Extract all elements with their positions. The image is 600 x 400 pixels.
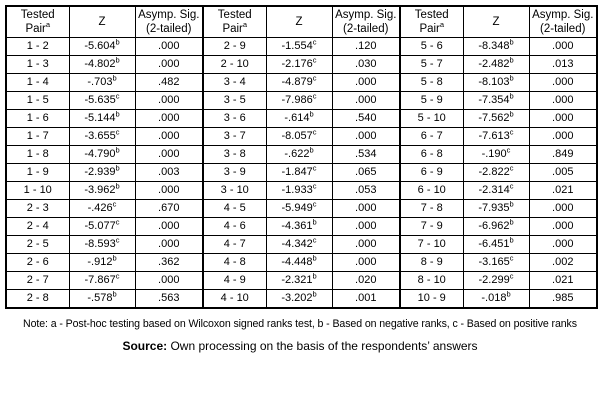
sig-cell: .120 bbox=[332, 38, 400, 56]
pair-cell: 3 - 5 bbox=[203, 92, 266, 110]
z-superscript: b bbox=[312, 253, 317, 263]
z-value: -.578 bbox=[87, 292, 113, 304]
z-cell bbox=[266, 92, 332, 110]
table-row bbox=[6, 236, 597, 254]
z-superscript: b bbox=[112, 253, 117, 263]
header-asymp-sig-1 bbox=[135, 6, 203, 38]
source-line bbox=[0, 339, 600, 353]
z-cell bbox=[463, 146, 529, 164]
pair-cell: 1 - 9 bbox=[6, 164, 69, 182]
z-value: -.614 bbox=[284, 112, 310, 124]
z-value: -4.361 bbox=[281, 220, 313, 232]
sig-cell: .002 bbox=[529, 254, 597, 272]
sig-cell: .021 bbox=[529, 182, 597, 200]
header-asymp-sig-3 bbox=[529, 6, 597, 38]
z-superscript: c bbox=[112, 199, 117, 209]
z-superscript: b bbox=[312, 217, 317, 227]
z-superscript: c bbox=[115, 127, 120, 137]
header-pair-line1: Tested bbox=[20, 9, 55, 21]
z-cell bbox=[69, 92, 135, 110]
z-cell bbox=[463, 164, 529, 182]
z-cell bbox=[463, 200, 529, 218]
sig-cell: .000 bbox=[332, 128, 400, 146]
z-value: -1.847 bbox=[281, 166, 313, 178]
z-cell bbox=[69, 272, 135, 290]
z-superscript: b bbox=[309, 145, 314, 155]
sig-cell: .563 bbox=[135, 290, 203, 309]
z-value: -.703 bbox=[87, 76, 113, 88]
table-row bbox=[6, 74, 597, 92]
z-value: -5.144 bbox=[84, 112, 116, 124]
sig-cell: .000 bbox=[529, 218, 597, 236]
pair-cell: 2 - 8 bbox=[6, 290, 69, 309]
z-superscript: c bbox=[509, 271, 514, 281]
z-cell bbox=[69, 290, 135, 309]
sig-cell: .020 bbox=[332, 272, 400, 290]
sig-cell: .000 bbox=[135, 56, 203, 74]
z-cell bbox=[69, 38, 135, 56]
pair-cell: 2 - 4 bbox=[6, 218, 69, 236]
z-cell bbox=[266, 200, 332, 218]
z-cell bbox=[266, 74, 332, 92]
z-value: -7.867 bbox=[84, 274, 116, 286]
z-value: -7.613 bbox=[478, 130, 510, 142]
z-superscript: c bbox=[115, 271, 120, 281]
pair-cell: 2 - 7 bbox=[6, 272, 69, 290]
z-superscript: b bbox=[509, 37, 514, 47]
z-cell bbox=[463, 236, 529, 254]
z-value: -8.057 bbox=[281, 130, 313, 142]
header-tested-pair-3 bbox=[400, 6, 463, 38]
z-value: -2.482 bbox=[478, 58, 510, 70]
table-header bbox=[6, 6, 597, 38]
wilcoxon-results-table bbox=[5, 5, 598, 309]
sig-cell: .985 bbox=[529, 290, 597, 309]
z-cell bbox=[463, 290, 529, 309]
results-table-body bbox=[6, 38, 597, 309]
z-superscript: c bbox=[115, 217, 120, 227]
header-sig-line1: Asymp. Sig. bbox=[532, 9, 594, 21]
z-value: -.912 bbox=[87, 256, 113, 268]
z-cell bbox=[463, 92, 529, 110]
pair-cell: 6 - 7 bbox=[400, 128, 463, 146]
table-row bbox=[6, 92, 597, 110]
header-tested-pair-2 bbox=[203, 6, 266, 38]
pair-cell: 7 - 10 bbox=[400, 236, 463, 254]
sig-cell: .000 bbox=[135, 146, 203, 164]
z-value: -6.451 bbox=[478, 238, 510, 250]
pair-cell: 1 - 8 bbox=[6, 146, 69, 164]
sig-cell: .000 bbox=[529, 110, 597, 128]
pair-cell: 6 - 10 bbox=[400, 182, 463, 200]
z-cell bbox=[463, 182, 529, 200]
sig-cell: .000 bbox=[135, 38, 203, 56]
pair-cell: 5 - 10 bbox=[400, 110, 463, 128]
z-value: -8.593 bbox=[84, 238, 116, 250]
pair-cell: 4 - 8 bbox=[203, 254, 266, 272]
header-tested-pair-1 bbox=[6, 6, 69, 38]
z-value: -5.604 bbox=[84, 40, 116, 52]
z-superscript: b bbox=[509, 109, 514, 119]
sig-cell: .053 bbox=[332, 182, 400, 200]
header-asymp-sig-2 bbox=[332, 6, 400, 38]
z-cell bbox=[266, 38, 332, 56]
sig-cell: .000 bbox=[135, 128, 203, 146]
z-value: -3.962 bbox=[84, 184, 116, 196]
table-row bbox=[6, 164, 597, 182]
pair-cell: 2 - 6 bbox=[6, 254, 69, 272]
pair-cell: 5 - 9 bbox=[400, 92, 463, 110]
header-sig-line1: Asymp. Sig. bbox=[138, 9, 200, 21]
pair-cell: 1 - 7 bbox=[6, 128, 69, 146]
z-value: -2.176 bbox=[281, 58, 313, 70]
pair-cell: 1 - 4 bbox=[6, 74, 69, 92]
pair-cell: 2 - 9 bbox=[203, 38, 266, 56]
z-superscript: b bbox=[509, 73, 514, 83]
z-value: -4.790 bbox=[84, 148, 116, 160]
z-value: -2.314 bbox=[478, 184, 510, 196]
header-sig-line2: (2-tailed) bbox=[540, 23, 586, 35]
z-value: -.622 bbox=[284, 148, 310, 160]
sig-cell: .000 bbox=[332, 200, 400, 218]
header-sig-line1: Asymp. Sig. bbox=[335, 9, 397, 21]
header-z-2: Z bbox=[266, 6, 332, 38]
pair-cell: 10 - 9 bbox=[400, 290, 463, 309]
sig-cell: .000 bbox=[332, 236, 400, 254]
z-superscript: c bbox=[115, 235, 120, 245]
table-row bbox=[6, 128, 597, 146]
table-row bbox=[6, 254, 597, 272]
pair-cell: 3 - 6 bbox=[203, 110, 266, 128]
pair-cell: 4 - 6 bbox=[203, 218, 266, 236]
z-value: -2.939 bbox=[84, 166, 116, 178]
z-superscript: b bbox=[312, 271, 317, 281]
pair-cell: 3 - 7 bbox=[203, 128, 266, 146]
sig-cell: .000 bbox=[529, 38, 597, 56]
pair-cell: 4 - 5 bbox=[203, 200, 266, 218]
z-value: -.426 bbox=[87, 202, 113, 214]
table-row bbox=[6, 272, 597, 290]
pair-cell: 1 - 2 bbox=[6, 38, 69, 56]
sig-cell: .540 bbox=[332, 110, 400, 128]
z-value: -7.986 bbox=[281, 94, 313, 106]
sig-cell: .362 bbox=[135, 254, 203, 272]
z-cell bbox=[69, 164, 135, 182]
sig-cell: .000 bbox=[332, 74, 400, 92]
pair-cell: 6 - 9 bbox=[400, 164, 463, 182]
z-superscript: b bbox=[509, 91, 514, 101]
pair-cell: 5 - 7 bbox=[400, 56, 463, 74]
sig-cell: .000 bbox=[529, 92, 597, 110]
z-superscript: b bbox=[115, 37, 120, 47]
header-pair-superscript: a bbox=[242, 20, 248, 30]
z-cell bbox=[69, 182, 135, 200]
z-superscript: b bbox=[115, 109, 120, 119]
pair-cell: 3 - 4 bbox=[203, 74, 266, 92]
z-superscript: c bbox=[312, 37, 317, 47]
z-value: -5.949 bbox=[281, 202, 313, 214]
z-value: -5.635 bbox=[84, 94, 116, 106]
table-row bbox=[6, 110, 597, 128]
z-cell bbox=[266, 218, 332, 236]
z-cell bbox=[266, 146, 332, 164]
z-superscript: b bbox=[115, 55, 120, 65]
z-cell bbox=[69, 254, 135, 272]
z-superscript: b bbox=[506, 289, 511, 299]
pair-cell: 4 - 10 bbox=[203, 290, 266, 309]
source-label: Source: bbox=[122, 339, 168, 353]
pair-cell: 1 - 10 bbox=[6, 182, 69, 200]
z-value: -3.165 bbox=[478, 256, 510, 268]
z-cell bbox=[266, 110, 332, 128]
z-cell bbox=[463, 128, 529, 146]
header-pair-superscript: a bbox=[439, 20, 445, 30]
z-value: -2.299 bbox=[478, 274, 510, 286]
table-row bbox=[6, 56, 597, 74]
z-cell bbox=[463, 254, 529, 272]
pair-cell: 1 - 3 bbox=[6, 56, 69, 74]
z-superscript: c bbox=[509, 181, 514, 191]
z-superscript: c bbox=[506, 145, 511, 155]
z-value: -8.103 bbox=[478, 76, 510, 88]
pair-cell: 8 - 10 bbox=[400, 272, 463, 290]
sig-cell: .849 bbox=[529, 146, 597, 164]
z-cell bbox=[266, 254, 332, 272]
pair-cell: 4 - 7 bbox=[203, 236, 266, 254]
sig-cell: .000 bbox=[135, 236, 203, 254]
z-cell bbox=[463, 74, 529, 92]
sig-cell: .000 bbox=[332, 254, 400, 272]
z-value: -4.879 bbox=[281, 76, 313, 88]
z-value: -3.202 bbox=[281, 292, 313, 304]
z-superscript: c bbox=[312, 127, 317, 137]
sig-cell: .000 bbox=[529, 128, 597, 146]
z-cell bbox=[69, 146, 135, 164]
z-cell bbox=[463, 38, 529, 56]
pair-cell: 7 - 8 bbox=[400, 200, 463, 218]
pair-cell: 8 - 9 bbox=[400, 254, 463, 272]
table-row bbox=[6, 182, 597, 200]
z-superscript: c bbox=[312, 73, 317, 83]
z-cell bbox=[69, 200, 135, 218]
header-row bbox=[6, 6, 597, 38]
z-cell bbox=[69, 218, 135, 236]
sig-cell: .000 bbox=[529, 236, 597, 254]
sig-cell: .005 bbox=[529, 164, 597, 182]
z-value: -3.655 bbox=[84, 130, 116, 142]
z-cell bbox=[463, 56, 529, 74]
pair-cell: 7 - 9 bbox=[400, 218, 463, 236]
header-pair-line1: Tested bbox=[217, 9, 252, 21]
z-cell bbox=[266, 290, 332, 309]
sig-cell: .000 bbox=[332, 92, 400, 110]
table-row bbox=[6, 200, 597, 218]
pair-cell: 5 - 6 bbox=[400, 38, 463, 56]
z-value: -4.342 bbox=[281, 238, 313, 250]
z-value: -4.802 bbox=[84, 58, 116, 70]
sig-cell: .000 bbox=[135, 218, 203, 236]
sig-cell: .000 bbox=[135, 92, 203, 110]
pair-cell: 1 - 5 bbox=[6, 92, 69, 110]
sig-cell: .000 bbox=[135, 272, 203, 290]
table-row bbox=[6, 38, 597, 56]
z-value: -4.448 bbox=[281, 256, 313, 268]
z-cell bbox=[69, 56, 135, 74]
sig-cell: .001 bbox=[332, 290, 400, 309]
z-value: -7.354 bbox=[478, 94, 510, 106]
pair-cell: 3 - 10 bbox=[203, 182, 266, 200]
header-z-3: Z bbox=[463, 6, 529, 38]
z-superscript: c bbox=[509, 163, 514, 173]
z-superscript: c bbox=[509, 127, 514, 137]
z-cell bbox=[266, 164, 332, 182]
z-cell bbox=[266, 182, 332, 200]
z-superscript: b bbox=[309, 109, 314, 119]
z-value: -2.822 bbox=[478, 166, 510, 178]
pair-cell: 3 - 9 bbox=[203, 164, 266, 182]
z-superscript: b bbox=[509, 199, 514, 209]
pair-cell: 6 - 8 bbox=[400, 146, 463, 164]
z-superscript: c bbox=[509, 253, 514, 263]
z-value: -1.554 bbox=[281, 40, 313, 52]
sig-cell: .000 bbox=[135, 110, 203, 128]
page bbox=[0, 5, 600, 400]
z-cell bbox=[69, 128, 135, 146]
z-cell bbox=[69, 236, 135, 254]
z-value: -1.933 bbox=[281, 184, 313, 196]
z-superscript: c bbox=[312, 55, 317, 65]
z-superscript: c bbox=[312, 163, 317, 173]
sig-cell: .013 bbox=[529, 56, 597, 74]
z-value: -7.562 bbox=[478, 112, 510, 124]
z-value: -6.962 bbox=[478, 220, 510, 232]
pair-cell: 2 - 3 bbox=[6, 200, 69, 218]
z-superscript: c bbox=[115, 91, 120, 101]
z-cell bbox=[266, 272, 332, 290]
sig-cell: .000 bbox=[529, 200, 597, 218]
z-superscript: b bbox=[115, 181, 120, 191]
pair-cell: 3 - 8 bbox=[203, 146, 266, 164]
z-cell bbox=[463, 110, 529, 128]
z-value: -.190 bbox=[481, 148, 507, 160]
pair-cell: 1 - 6 bbox=[6, 110, 69, 128]
z-superscript: c bbox=[312, 91, 317, 101]
sig-cell: .065 bbox=[332, 164, 400, 182]
z-superscript: b bbox=[509, 235, 514, 245]
sig-cell: .670 bbox=[135, 200, 203, 218]
table-row bbox=[6, 290, 597, 309]
table-note: Note: a - Post-hoc testing based on Wilcoxon signed ranks test, b - Based on negative ranks, c - Based on positive ranks bbox=[23, 318, 577, 330]
z-superscript: b bbox=[312, 289, 317, 299]
z-superscript: b bbox=[115, 145, 120, 155]
sig-cell: .003 bbox=[135, 164, 203, 182]
pair-cell: 4 - 9 bbox=[203, 272, 266, 290]
header-sig-line2: (2-tailed) bbox=[146, 23, 192, 35]
z-cell bbox=[266, 128, 332, 146]
z-cell bbox=[266, 56, 332, 74]
z-value: -5.077 bbox=[84, 220, 116, 232]
table-row bbox=[6, 146, 597, 164]
z-superscript: b bbox=[509, 55, 514, 65]
source-text: Own processing on the basis of the respondents’ answers bbox=[167, 339, 478, 353]
z-superscript: b bbox=[509, 217, 514, 227]
z-cell bbox=[463, 272, 529, 290]
z-superscript: c bbox=[312, 199, 317, 209]
z-value: -.018 bbox=[481, 292, 507, 304]
z-superscript: c bbox=[312, 235, 317, 245]
z-cell bbox=[69, 110, 135, 128]
header-pair-line1: Tested bbox=[414, 9, 449, 21]
sig-cell: .000 bbox=[529, 74, 597, 92]
sig-cell: .000 bbox=[332, 218, 400, 236]
z-value: -2.321 bbox=[281, 274, 313, 286]
sig-cell: .021 bbox=[529, 272, 597, 290]
z-superscript: b bbox=[115, 163, 120, 173]
z-value: -7.935 bbox=[478, 202, 510, 214]
z-superscript: c bbox=[312, 181, 317, 191]
header-z-1: Z bbox=[69, 6, 135, 38]
z-superscript: b bbox=[112, 73, 117, 83]
sig-cell: .534 bbox=[332, 146, 400, 164]
sig-cell: .000 bbox=[135, 182, 203, 200]
header-pair-line2: Pair bbox=[419, 23, 440, 35]
sig-cell: .030 bbox=[332, 56, 400, 74]
table-row bbox=[6, 218, 597, 236]
sig-cell: .482 bbox=[135, 74, 203, 92]
header-pair-line2: Pair bbox=[222, 23, 243, 35]
z-cell bbox=[463, 218, 529, 236]
pair-cell: 5 - 8 bbox=[400, 74, 463, 92]
header-pair-superscript: a bbox=[45, 20, 51, 30]
header-pair-line2: Pair bbox=[25, 23, 46, 35]
pair-cell: 2 - 5 bbox=[6, 236, 69, 254]
z-superscript: b bbox=[112, 289, 117, 299]
pair-cell: 2 - 10 bbox=[203, 56, 266, 74]
z-cell bbox=[69, 74, 135, 92]
z-cell bbox=[266, 236, 332, 254]
z-value: -8.348 bbox=[478, 40, 510, 52]
header-sig-line2: (2-tailed) bbox=[343, 23, 389, 35]
